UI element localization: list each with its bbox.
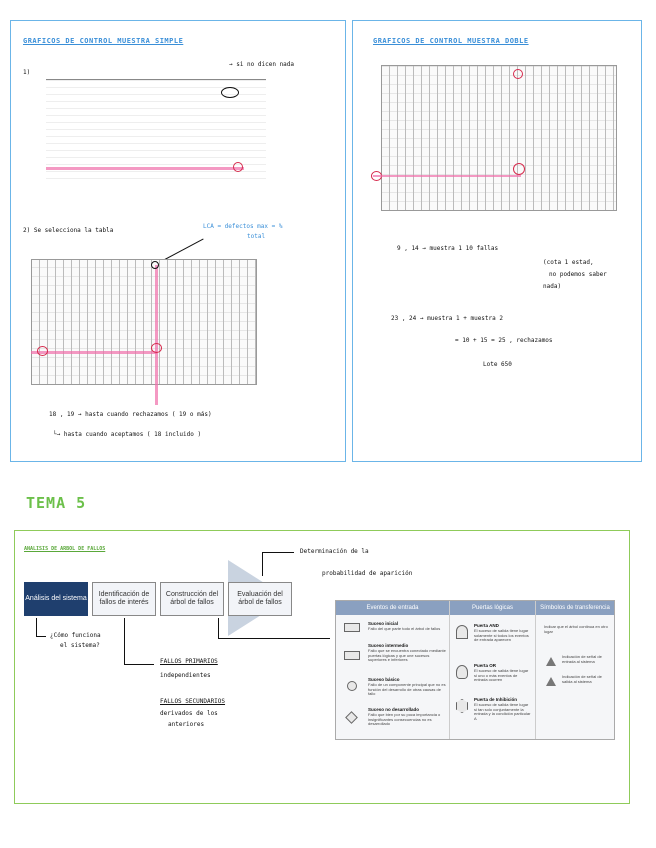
column-header: Eventos de entrada [336, 601, 449, 615]
arrow [124, 618, 125, 664]
note-probability: probabilidad de aparición [322, 570, 413, 577]
transfer-row [562, 655, 610, 665]
column-gates [450, 601, 536, 739]
highlight-circle [221, 87, 239, 98]
note-line-1b: (cota 1 estad, [543, 259, 594, 266]
note-line-1: 9 , 14 → muestra 1 10 fallas [397, 245, 499, 252]
transfer-row [562, 675, 610, 685]
step1-note: → si no dicen nada [229, 61, 295, 68]
result-line-2: └→ hasta cuando aceptamos ( 18 incluido ) [53, 431, 202, 438]
arrow [124, 664, 154, 665]
panel-simple-sampling [10, 20, 346, 462]
note-primary-2: independientes [160, 672, 211, 679]
transfer-row [544, 625, 610, 635]
step2-text: 2) Se selecciona la tabla [23, 227, 114, 234]
event-row [368, 677, 446, 697]
event-symbol [345, 711, 358, 724]
aql-denominator: total [247, 233, 266, 240]
event-row [368, 621, 446, 632]
panel-title: GRAFICOS DE CONTROL MUESTRA DOBLE [373, 37, 529, 45]
inhibit-gate-icon [456, 699, 468, 713]
transfer-desc: Indicar que el árbol continua en otro lugar [544, 624, 608, 634]
note-line-2: 23 , 24 → muestra 1 + muestra 2 [391, 315, 503, 322]
note-how-works-2: el sistema? [60, 642, 100, 649]
and-gate-icon [456, 625, 468, 639]
triangle-in-icon [546, 657, 556, 666]
note-secondary-3: anteriores [168, 721, 205, 728]
event-symbol [347, 681, 357, 691]
event-desc: Fallo que bien por su poca importancia o insignificantes consecuencias no es desarrollado [368, 711, 441, 727]
arrow [218, 638, 330, 639]
highlight-column [155, 265, 158, 405]
step-system-analysis: Análisis del sistema [24, 582, 88, 616]
or-gate-icon [456, 665, 468, 679]
arrow [36, 636, 46, 637]
note-line-1d: nada) [543, 283, 562, 290]
event-desc: Fallo que se encuentra conectado mediante puertas lógicas y que une sucesos superiores e inferiores [368, 647, 446, 663]
event-name: Suceso inicial [368, 621, 399, 626]
event-name: Suceso intermedio [368, 643, 409, 648]
double-sampling-table [381, 65, 617, 211]
event-desc: Fallo de un componente principal que no es función del desarrollo de otras causas de fallo [368, 681, 446, 697]
event-symbol [344, 623, 360, 632]
gate-name: Puerta de Inhibición [474, 697, 518, 702]
gate-row [474, 663, 532, 683]
note-line-1c: no podemos saber [549, 271, 607, 278]
event-desc: Fallo del que parte todo el árbol de fallos [368, 625, 441, 631]
triangle-out-icon [546, 677, 556, 686]
gate-desc: El suceso de salida tiene lugar si uno o más eventos de entrada ocurren [474, 667, 529, 683]
event-name: Suceso básico [368, 677, 400, 682]
arrow [262, 552, 294, 553]
panel-title: GRAFICOS DE CONTROL MUESTRA SIMPLE [23, 37, 184, 45]
arrow [36, 618, 37, 636]
note-secondary-2: derivados de los [160, 710, 218, 717]
highlight-row [31, 351, 157, 354]
gate-row [474, 623, 532, 643]
event-row [368, 643, 446, 663]
event-row [368, 707, 446, 727]
transfer-desc: Indicación de señal de entrada al sistema [562, 654, 602, 664]
arrow [262, 552, 263, 576]
column-header: Símbolos de transferencia [536, 601, 614, 615]
step-build-tree: Construcción del árbol de fallos [160, 582, 224, 616]
note-line-3: = 10 + 15 = 25 , rechazamos [455, 337, 553, 344]
highlight-row [373, 175, 521, 177]
symbol-table [335, 600, 615, 740]
highlight-circle [37, 346, 48, 356]
gate-name: Puerta AND [474, 623, 499, 628]
highlight-row [46, 167, 244, 170]
arrow [218, 618, 219, 638]
step1-number: 1) [23, 69, 31, 76]
sampling-plan-table [31, 259, 257, 385]
result-line-1: 18 , 19 → hasta cuando rechazamos ( 19 o más) [49, 411, 212, 418]
gate-desc: El suceso de salida tiene lugar si tan solo conjuntamente la entrada y la condición particular A [474, 701, 531, 722]
highlight-circle [151, 343, 162, 353]
column-header: Puertas lógicas [450, 601, 535, 615]
note-how-works-1: ¿Cómo funciona [50, 632, 101, 639]
step-identify-failures: Identificación de fallos de interés [92, 582, 156, 616]
event-symbol [344, 651, 360, 660]
event-name: Suceso no desarrollado [368, 707, 420, 712]
transfer-desc: Indicación de señal de salida al sistema [562, 674, 602, 684]
gate-desc: El suceso de salida tiene lugar solamente si todos los eventos de entrada aparecen [474, 627, 529, 643]
note-secondary-1: FALLOS SECUNDARIOS [160, 698, 226, 705]
highlight-circle [233, 162, 243, 172]
gate-row [474, 697, 532, 722]
highlight-circle [513, 69, 523, 79]
fault-tree-title: ANALISIS DE ARBOL DE FALLOS [24, 546, 106, 552]
column-transfer [536, 601, 614, 739]
aql-formula: LCA = defectos max = % [203, 223, 283, 230]
highlight-circle [151, 261, 159, 269]
section-heading: TEMA 5 [26, 494, 87, 512]
note-determination: Determinación de la [300, 548, 369, 555]
note-primary-1: FALLOS PRIMARIOS [160, 658, 218, 665]
gate-name: Puerta OR [474, 663, 497, 668]
column-events [336, 601, 450, 739]
highlight-circle [513, 163, 525, 175]
step-evaluate-tree: Evaluación del árbol de fallos [228, 582, 292, 616]
note-line-4: Lote 650 [483, 361, 512, 368]
panel-double-sampling [352, 20, 642, 462]
